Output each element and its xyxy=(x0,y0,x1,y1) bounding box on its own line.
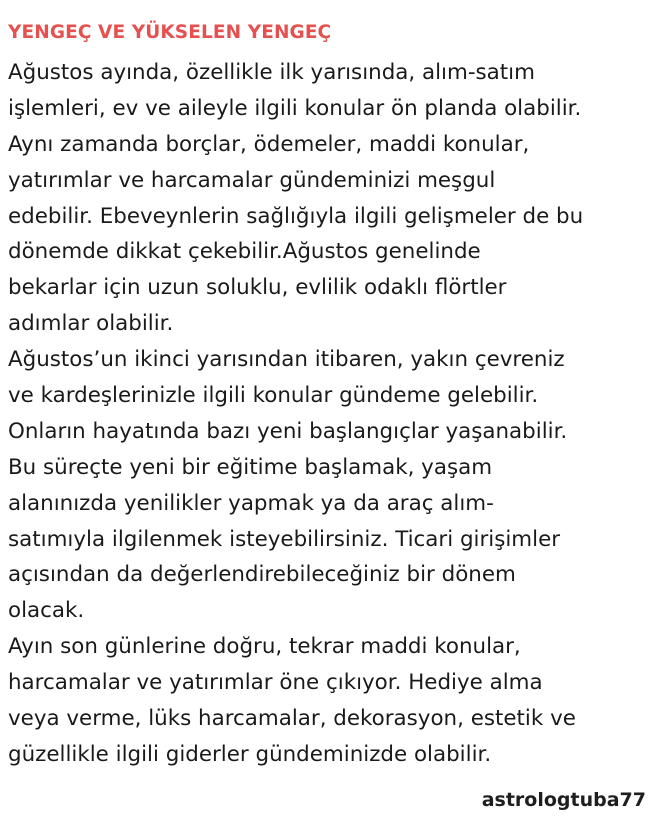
text-line: veya verme, lüks harcamalar, dekorasyon, estetik ve xyxy=(8,706,576,732)
text-line: güzellikle ilgili giderler gündeminizde olabilir. xyxy=(8,741,492,767)
author-signature: astrologtuba77 xyxy=(481,789,646,811)
text-line: Ayın son günlerine doğru, tekrar maddi konular, xyxy=(8,634,521,660)
text-line: yatırımlar ve harcamalar gündeminizi meşgul xyxy=(8,167,496,193)
text-line: edebilir. Ebeveynlerin sağlığıyla ilgili gelişmeler de bu xyxy=(8,203,584,229)
text-line: olacak. xyxy=(8,598,85,624)
text-line: harcamalar ve yatırımlar öne çıkıyor. Hediye alma xyxy=(8,670,543,696)
text-line: Ağustos ayında, özellikle ilk yarısında, alım-satım xyxy=(8,60,535,85)
text-line: Bu süreçte yeni bir eğitime başlamak, yaşam xyxy=(8,454,493,480)
text-line: Aynı zamanda borçlar, ödemeler, maddi konular, xyxy=(8,131,530,157)
text-line: Onların hayatında bazı yeni başlangıçlar yaşanabilir. xyxy=(8,418,568,444)
text-line: satımıyla ilgilenmek isteyebilirsiniz. Ticari girişimler xyxy=(8,526,561,552)
text-line: işlemleri, ev ve aileyle ilgili konular ön planda olabilir. xyxy=(8,95,582,121)
text-line: Ağustos’un ikinci yarısından itibaren, yakın çevreniz xyxy=(8,347,565,373)
horoscope-body xyxy=(8,55,653,773)
text-line: ve kardeşlerinizle ilgili konular gündeme gelebilir. xyxy=(8,383,539,409)
text-line: açısından da değerlendirebileceğiniz bir dönem xyxy=(8,562,516,588)
text-line: adımlar olabilir. xyxy=(8,311,174,337)
text-line: alanınızda yenilikler yapmak ya da araç alım- xyxy=(8,490,494,516)
page-title: YENGEÇ VE YÜKSELEN YENGEÇ xyxy=(8,22,332,43)
text-line: dönemde dikkat çekebilir.Ağustos genelinde xyxy=(8,239,481,265)
text-line: bekarlar için uzun soluklu, evlilik odaklı flörtler xyxy=(8,275,507,301)
